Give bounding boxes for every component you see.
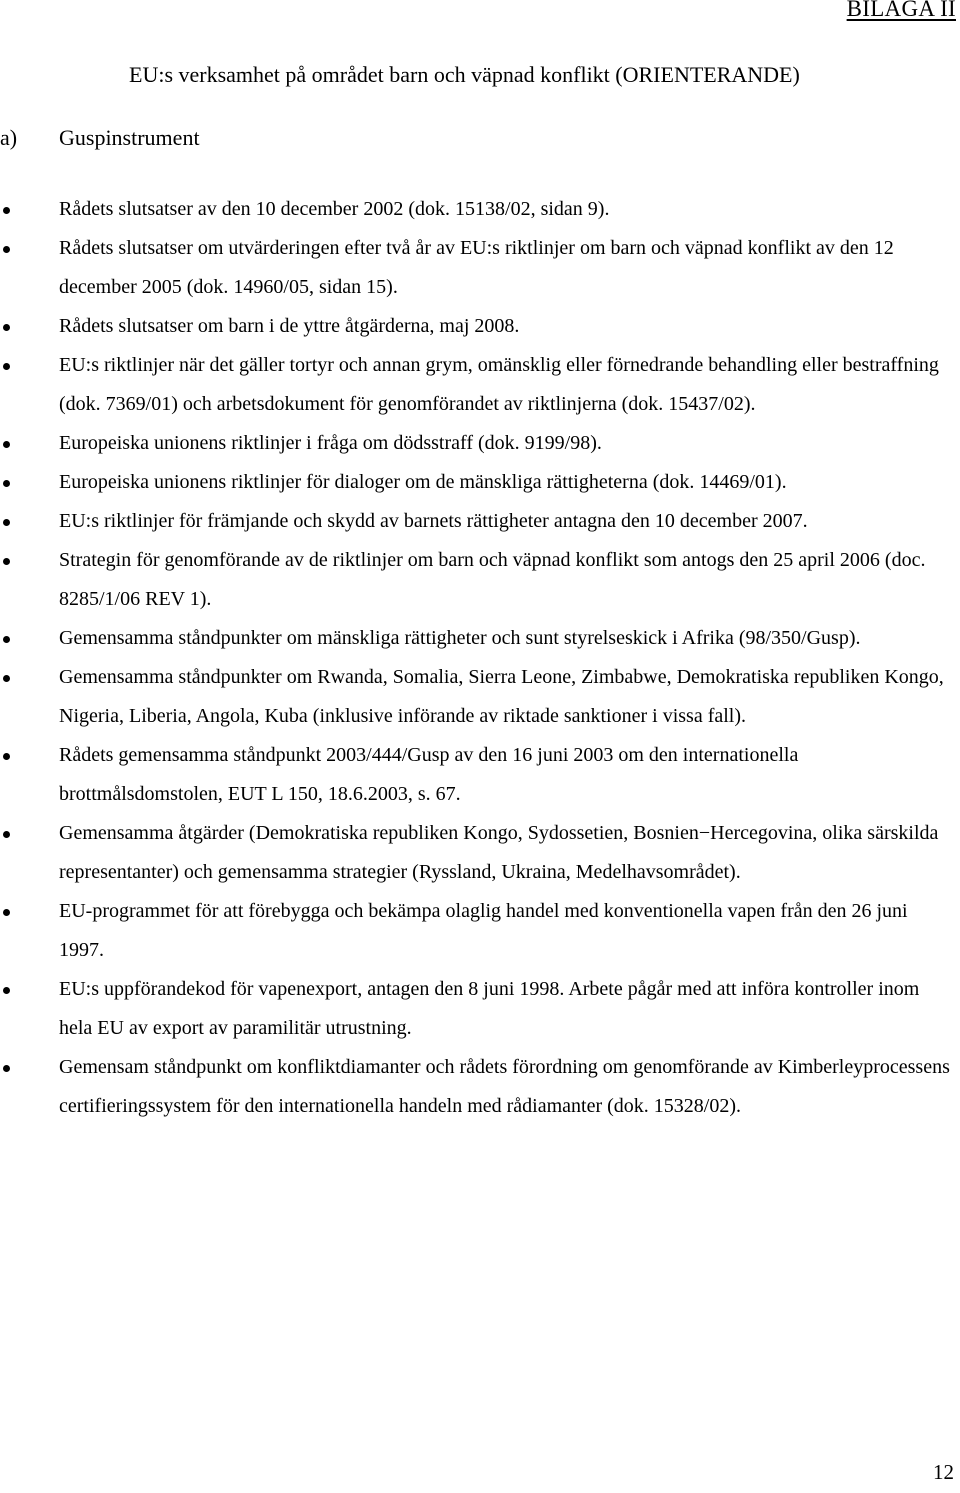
list-item-text: Gemensamma åtgärder (Demokratiska republiken Kongo, Sydossetien, Bosnien−Hercegovina, olika särskilda representanter) och gemensamma strategier (Ryssland, Ukraina, Medelhavsområdet).: [59, 822, 939, 883]
list-item-text: EU:s riktlinjer för främjande och skydd av barnets rättigheter antagna den 10 december 2007.: [59, 510, 808, 532]
list-item: [0, 970, 950, 1048]
list-item: [0, 463, 950, 502]
list-item-text: Gemensamma ståndpunkter om Rwanda, Somalia, Sierra Leone, Zimbabwe, Demokratiska republiken Kongo, Nigeria, Liberia, Angola, Kuba (inklusive införande av riktade sanktioner i vissa fall).: [59, 666, 944, 727]
bullet-icon: [3, 441, 10, 448]
list-item-text: EU:s riktlinjer när det gäller tortyr och annan grym, omänsklig eller förnedrande behandling eller bestraffning (dok. 7369/01) och arbetsdokument för genomförandet av riktlinjerna (dok. 15437/02).: [59, 354, 939, 415]
list-item-text: Strategin för genomförande av de riktlinjer om barn och väpnad konflikt som antogs den 25 april 2006 (doc. 8285/1/06 REV 1).: [59, 549, 926, 610]
instrument-list: [0, 190, 950, 1126]
list-item: [0, 736, 950, 814]
bullet-icon: [3, 753, 10, 760]
list-item-text: EU:s uppförandekod för vapenexport, antagen den 8 juni 1998. Arbete pågår med att införa kontroller inom hela EU av export av paramilitär utrustning.: [59, 978, 920, 1039]
list-item-text: Gemensamma ståndpunkter om mänskliga rättigheter och sunt styrelseskick i Afrika (98/350/Gusp).: [59, 627, 861, 649]
list-item: [0, 502, 950, 541]
list-item: [0, 307, 950, 346]
bullet-icon: [3, 519, 10, 526]
list-item-text: Europeiska unionens riktlinjer i fråga om dödsstraff (dok. 9199/98).: [59, 432, 602, 454]
list-item: [0, 892, 950, 970]
document-title: EU:s verksamhet på området barn och väpnad konflikt (ORIENTERANDE): [129, 62, 800, 87]
list-item: [0, 346, 950, 424]
list-item-text: Rådets slutsatser om barn i de yttre åtgärderna, maj 2008.: [59, 315, 520, 337]
bullet-icon: [3, 987, 10, 994]
list-item: [0, 814, 950, 892]
list-item-text: Europeiska unionens riktlinjer för dialoger om de mänskliga rättigheterna (dok. 14469/01).: [59, 471, 787, 493]
list-item: [0, 619, 950, 658]
list-item: [0, 541, 950, 619]
list-item-text: EU-programmet för att förebygga och bekämpa olaglig handel med konventionella vapen från den 26 juni 1997.: [59, 900, 908, 961]
list-item-text: Rådets slutsatser om utvärderingen efter två år av EU:s riktlinjer om barn och väpnad konflikt av den 12 december 2005 (dok. 14960/05, sidan 15).: [59, 237, 894, 298]
annex-label: BILAGA II: [846, 0, 956, 21]
list-item-text: Rådets gemensamma ståndpunkt 2003/444/Gusp av den 16 juni 2003 om den internationella brottmålsdomstolen, EUT L 150, 18.6.2003, s. 67.: [59, 744, 799, 805]
list-item: [0, 190, 950, 229]
list-item: [0, 658, 950, 736]
bullet-icon: [3, 636, 10, 643]
list-item: [0, 1048, 950, 1126]
list-item: [0, 424, 950, 463]
list-item-text: Rådets slutsatser av den 10 december 2002 (dok. 15138/02, sidan 9).: [59, 198, 610, 220]
list-item-text: Gemensam ståndpunkt om konfliktdiamanter och rådets förordning om genomförande av Kimberleyprocessens certifieringssystem för den internationella handeln med rådiamanter (dok. 15328/02).: [59, 1056, 950, 1117]
section-letter: a): [0, 125, 18, 150]
bullet-icon: [3, 675, 10, 682]
bullet-icon: [3, 207, 10, 214]
bullet-icon: [3, 246, 10, 253]
bullet-icon: [3, 324, 10, 331]
bullet-icon: [3, 558, 10, 565]
list-item: [0, 229, 950, 307]
bullet-icon: [3, 909, 10, 916]
page-number: 12: [933, 1460, 954, 1484]
bullet-icon: [3, 1065, 10, 1072]
bullet-icon: [3, 363, 10, 370]
bullet-icon: [3, 480, 10, 487]
section-heading-text: Guspinstrument: [59, 125, 200, 150]
bullet-icon: [3, 831, 10, 838]
